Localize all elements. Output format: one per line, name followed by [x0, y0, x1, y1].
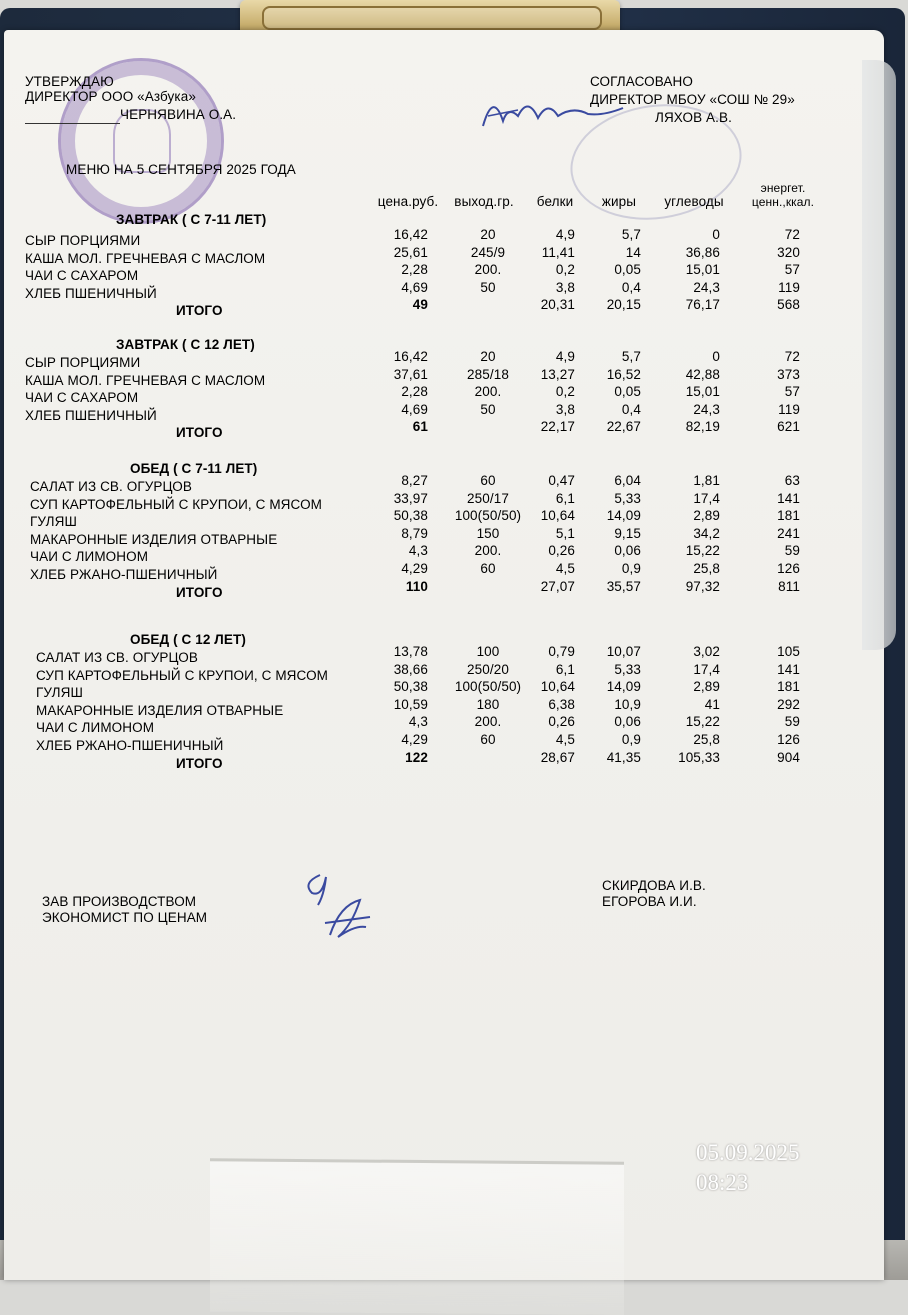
menu-item-price: 33,97 [393, 491, 428, 506]
section-total-protein: 22,17 [540, 419, 575, 434]
section-total-price: 49 [412, 297, 428, 312]
menu-item-price: 2,28 [401, 384, 428, 399]
menu-item-carbs: 25,8 [693, 732, 720, 747]
menu-item-yield: 150 [476, 526, 500, 541]
menu-item-carbs: 2,89 [693, 508, 720, 523]
menu-item-name: САЛАТ ИЗ СВ. ОГУРЦОВ [36, 650, 199, 665]
menu-item-kcal: 59 [784, 543, 800, 558]
menu-item-price: 8,79 [401, 526, 428, 541]
menu-item-fat: 14,09 [606, 679, 641, 694]
timestamp-time: 08:23 [696, 1170, 749, 1195]
approve-role: ДИРЕКТОР ООО «Азбука» [25, 89, 196, 104]
menu-item-fat: 0,9 [621, 561, 641, 576]
menu-item-name: ХЛЕБ ПШЕНИЧНЫЙ [25, 286, 157, 301]
section-total-kcal: 904 [777, 750, 800, 765]
section-title: ЗАВТРАК ( С 12 ЛЕТ) [116, 337, 255, 352]
section-total-fat: 22,67 [606, 419, 641, 434]
menu-item-yield: 50 [480, 402, 496, 417]
name-production: СКИРДОВА И.В. [602, 878, 706, 893]
menu-item-yield: 200. [474, 384, 502, 399]
col-carbs: углеводы [664, 194, 724, 209]
menu-item-protein: 0,47 [548, 473, 575, 488]
menu-item-kcal: 57 [784, 262, 800, 277]
menu-item-name: ЧАИ С ЛИМОНОМ [30, 549, 149, 564]
section-total-fat: 41,35 [606, 750, 641, 765]
menu-item-fat: 16,52 [606, 367, 641, 382]
name-economist: ЕГОРОВА И.И. [602, 894, 697, 909]
menu-item-protein: 0,2 [555, 384, 575, 399]
menu-item-protein: 11,41 [541, 245, 575, 260]
agree-name: ЛЯХОВ А.В. [655, 110, 732, 125]
menu-item-fat: 0,06 [614, 714, 641, 729]
menu-item-carbs: 15,22 [685, 714, 720, 729]
section-total-label: ИТОГО [176, 756, 223, 771]
menu-item-name: ЧАИ С ЛИМОНОМ [36, 720, 155, 735]
menu-item-kcal: 119 [778, 280, 800, 295]
menu-item-protein: 5,1 [555, 526, 575, 541]
col-price: цена.руб. [377, 194, 439, 209]
menu-item-yield: 20 [480, 227, 496, 242]
menu-item-protein: 6,1 [555, 662, 575, 677]
sleeve-pocket [210, 1158, 624, 1315]
section-total-price: 110 [405, 579, 428, 594]
menu-item-protein: 4,9 [555, 227, 575, 242]
menu-item-yield: 50 [480, 280, 496, 295]
menu-item-yield: 200. [474, 714, 502, 729]
menu-item-protein: 10,64 [540, 679, 575, 694]
section-total-label: ИТОГО [176, 303, 223, 318]
col-energy-unit: ценн.,ккал. [751, 195, 815, 209]
menu-item-kcal: 126 [777, 732, 800, 747]
menu-item-kcal: 72 [784, 349, 800, 364]
menu-item-yield: 20 [480, 349, 496, 364]
menu-item-fat: 5,7 [621, 349, 641, 364]
agree-title: СОГЛАСОВАНО [590, 74, 693, 89]
timestamp-date: 05.09.2025 [696, 1140, 800, 1165]
menu-item-price: 50,38 [393, 679, 428, 694]
menu-item-carbs: 15,22 [685, 543, 720, 558]
menu-item-yield: 60 [480, 473, 496, 488]
menu-item-name: ЧАИ С САХАРОМ [25, 390, 139, 405]
menu-item-protein: 13,27 [540, 367, 575, 382]
menu-item-carbs: 15,01 [685, 384, 720, 399]
menu-item-name: САЛАТ ИЗ СВ. ОГУРЦОВ [30, 479, 193, 494]
menu-item-kcal: 63 [784, 473, 800, 488]
menu-item-price: 37,61 [393, 367, 428, 382]
menu-item-price: 4,3 [408, 543, 428, 558]
section-total-carbs: 97,32 [685, 579, 720, 594]
menu-item-fat: 0,9 [621, 732, 641, 747]
menu-item-yield: 60 [480, 561, 496, 576]
menu-item-yield: 200. [474, 543, 502, 558]
menu-item-price: 4,29 [401, 561, 428, 576]
approve-name: ЧЕРНЯВИНА О.А. [120, 107, 237, 122]
menu-item-protein: 4,5 [555, 561, 575, 576]
menu-item-fat: 0,4 [621, 280, 641, 295]
menu-item-fat: 0,05 [614, 384, 641, 399]
menu-item-fat: 5,7 [621, 227, 641, 242]
menu-item-price: 13,78 [393, 644, 428, 659]
menu-item-name: ХЛЕБ ПШЕНИЧНЫЙ [25, 408, 157, 423]
menu-item-kcal: 181 [777, 679, 800, 694]
menu-item-price: 50,38 [393, 508, 428, 523]
menu-item-price: 4,69 [401, 280, 428, 295]
role-production: ЗАВ ПРОИЗВОДСТВОМ [42, 894, 197, 909]
menu-item-yield: 60 [480, 732, 496, 747]
menu-item-protein: 0,26 [548, 543, 575, 558]
chef-signature [300, 865, 380, 945]
menu-item-kcal: 105 [777, 644, 800, 659]
section-total-carbs: 82,19 [685, 419, 720, 434]
menu-item-price: 8,27 [401, 473, 428, 488]
menu-item-carbs: 42,88 [685, 367, 720, 382]
section-title: ОБЕД ( С 12 ЛЕТ) [130, 632, 246, 647]
menu-item-yield: 100(50/50) [454, 508, 522, 523]
menu-item-protein: 6,38 [548, 697, 575, 712]
menu-item-carbs: 2,89 [693, 679, 720, 694]
menu-item-protein: 3,8 [555, 402, 575, 417]
section-total-carbs: 105,33 [678, 750, 720, 765]
col-protein: белки [536, 194, 574, 209]
menu-item-carbs: 3,02 [693, 644, 720, 659]
approve-title: УТВЕРЖДАЮ [25, 74, 114, 89]
menu-item-price: 4,29 [401, 732, 428, 747]
menu-item-price: 16,42 [393, 227, 428, 242]
menu-item-fat: 14,09 [606, 508, 641, 523]
menu-item-kcal: 181 [777, 508, 800, 523]
menu-item-carbs: 17,4 [693, 662, 720, 677]
menu-item-protein: 6,1 [555, 491, 575, 506]
menu-item-yield: 180 [476, 697, 500, 712]
menu-item-protein: 10,64 [540, 508, 575, 523]
menu-item-name: КАША МОЛ. ГРЕЧНЕВАЯ С МАСЛОМ [25, 251, 266, 266]
menu-item-protein: 0,79 [548, 644, 575, 659]
menu-item-carbs: 36,86 [685, 245, 720, 260]
menu-item-carbs: 34,2 [693, 526, 720, 541]
menu-item-fat: 10,07 [606, 644, 641, 659]
menu-item-yield: 250/17 [467, 491, 509, 506]
section-total-kcal: 568 [777, 297, 800, 312]
menu-item-carbs: 25,8 [693, 561, 720, 576]
menu-item-kcal: 72 [784, 227, 800, 242]
menu-item-yield: 100(50/50) [454, 679, 522, 694]
agree-role: ДИРЕКТОР МБОУ «СОШ № 29» [590, 92, 795, 107]
menu-item-name: СУП КАРТОФЕЛЬНЫЙ С КРУПОИ, С МЯСОМ [36, 668, 329, 683]
menu-item-name: СУП КАРТОФЕЛЬНЫЙ С КРУПОИ, С МЯСОМ [30, 497, 323, 512]
menu-item-fat: 9,15 [614, 526, 641, 541]
menu-item-fat: 5,33 [614, 662, 641, 677]
menu-item-kcal: 141 [777, 662, 800, 677]
menu-item-carbs: 15,01 [685, 262, 720, 277]
menu-item-name: ХЛЕБ РЖАНО-ПШЕНИЧНЫЙ [30, 567, 218, 582]
section-total-label: ИТОГО [176, 585, 223, 600]
menu-item-yield: 250/20 [467, 662, 509, 677]
menu-item-price: 38,66 [393, 662, 428, 677]
menu-item-name: СЫР ПОРЦИЯМИ [25, 233, 141, 248]
clipboard-clip-window [262, 6, 602, 30]
section-total-fat: 20,15 [606, 297, 641, 312]
menu-item-carbs: 0 [712, 349, 720, 364]
section-total-kcal: 621 [777, 419, 800, 434]
sleeve-tab [862, 60, 896, 650]
menu-item-price: 25,61 [393, 245, 428, 260]
menu-item-price: 10,59 [393, 697, 428, 712]
menu-item-protein: 4,9 [555, 349, 575, 364]
menu-item-kcal: 119 [778, 402, 800, 417]
section-total-label: ИТОГО [176, 425, 223, 440]
menu-item-name: МАКАРОННЫЕ ИЗДЕЛИЯ ОТВАРНЫЕ [30, 532, 278, 547]
menu-item-kcal: 141 [777, 491, 800, 506]
menu-title: МЕНЮ НА 5 СЕНТЯБРЯ 2025 ГОДА [66, 162, 296, 177]
menu-item-fat: 5,33 [614, 491, 641, 506]
section-total-kcal: 811 [778, 579, 800, 594]
menu-item-kcal: 292 [777, 697, 800, 712]
menu-item-kcal: 373 [777, 367, 800, 382]
menu-item-price: 4,69 [401, 402, 428, 417]
menu-item-kcal: 320 [777, 245, 800, 260]
menu-item-name: ГУЛЯШ [36, 685, 83, 700]
section-total-protein: 27,07 [540, 579, 575, 594]
menu-item-carbs: 1,81 [693, 473, 720, 488]
menu-item-carbs: 0 [712, 227, 720, 242]
menu-item-carbs: 17,4 [693, 491, 720, 506]
menu-item-name: СЫР ПОРЦИЯМИ [25, 355, 141, 370]
menu-item-price: 16,42 [393, 349, 428, 364]
menu-item-fat: 0,4 [621, 402, 641, 417]
col-energy: энергет. [760, 181, 806, 195]
approve-signature-line [25, 123, 120, 124]
section-total-price: 122 [405, 750, 428, 765]
photo-timestamp [696, 1138, 856, 1198]
menu-item-name: ЧАИ С САХАРОМ [25, 268, 139, 283]
menu-item-kcal: 57 [784, 384, 800, 399]
menu-item-carbs: 24,3 [693, 402, 720, 417]
menu-item-carbs: 24,3 [693, 280, 720, 295]
section-total-price: 61 [412, 419, 428, 434]
menu-item-fat: 6,04 [614, 473, 641, 488]
menu-item-name: МАКАРОННЫЕ ИЗДЕЛИЯ ОТВАРНЫЕ [36, 703, 284, 718]
menu-item-protein: 0,26 [548, 714, 575, 729]
menu-item-fat: 10,9 [614, 697, 641, 712]
section-total-protein: 20,31 [540, 297, 575, 312]
section-total-fat: 35,57 [606, 579, 641, 594]
col-fat: жиры [601, 194, 637, 209]
menu-item-yield: 245/9 [470, 245, 506, 260]
menu-item-kcal: 59 [784, 714, 800, 729]
menu-item-name: ХЛЕБ РЖАНО-ПШЕНИЧНЫЙ [36, 738, 224, 753]
menu-item-fat: 0,06 [614, 543, 641, 558]
section-title: ЗАВТРАК ( С 7-11 ЛЕТ) [116, 212, 267, 227]
menu-item-protein: 3,8 [555, 280, 575, 295]
col-yield: выход.гр. [454, 194, 514, 209]
menu-item-protein: 0,2 [555, 262, 575, 277]
section-title: ОБЕД ( С 7-11 ЛЕТ) [130, 461, 258, 476]
section-total-carbs: 76,17 [685, 297, 720, 312]
menu-item-yield: 285/18 [467, 367, 509, 382]
menu-item-fat: 14 [625, 245, 641, 260]
menu-item-name: КАША МОЛ. ГРЕЧНЕВАЯ С МАСЛОМ [25, 373, 266, 388]
menu-item-yield: 200. [474, 262, 502, 277]
menu-item-name: ГУЛЯШ [30, 514, 77, 529]
menu-item-carbs: 41 [704, 697, 720, 712]
menu-item-fat: 0,05 [614, 262, 641, 277]
role-economist: ЭКОНОМИСТ ПО ЦЕНАМ [42, 910, 208, 925]
menu-item-protein: 4,5 [555, 732, 575, 747]
menu-item-yield: 100 [476, 644, 500, 659]
menu-item-price: 4,3 [408, 714, 428, 729]
menu-item-kcal: 241 [777, 526, 800, 541]
menu-item-kcal: 126 [777, 561, 800, 576]
menu-item-price: 2,28 [401, 262, 428, 277]
section-total-protein: 28,67 [540, 750, 575, 765]
